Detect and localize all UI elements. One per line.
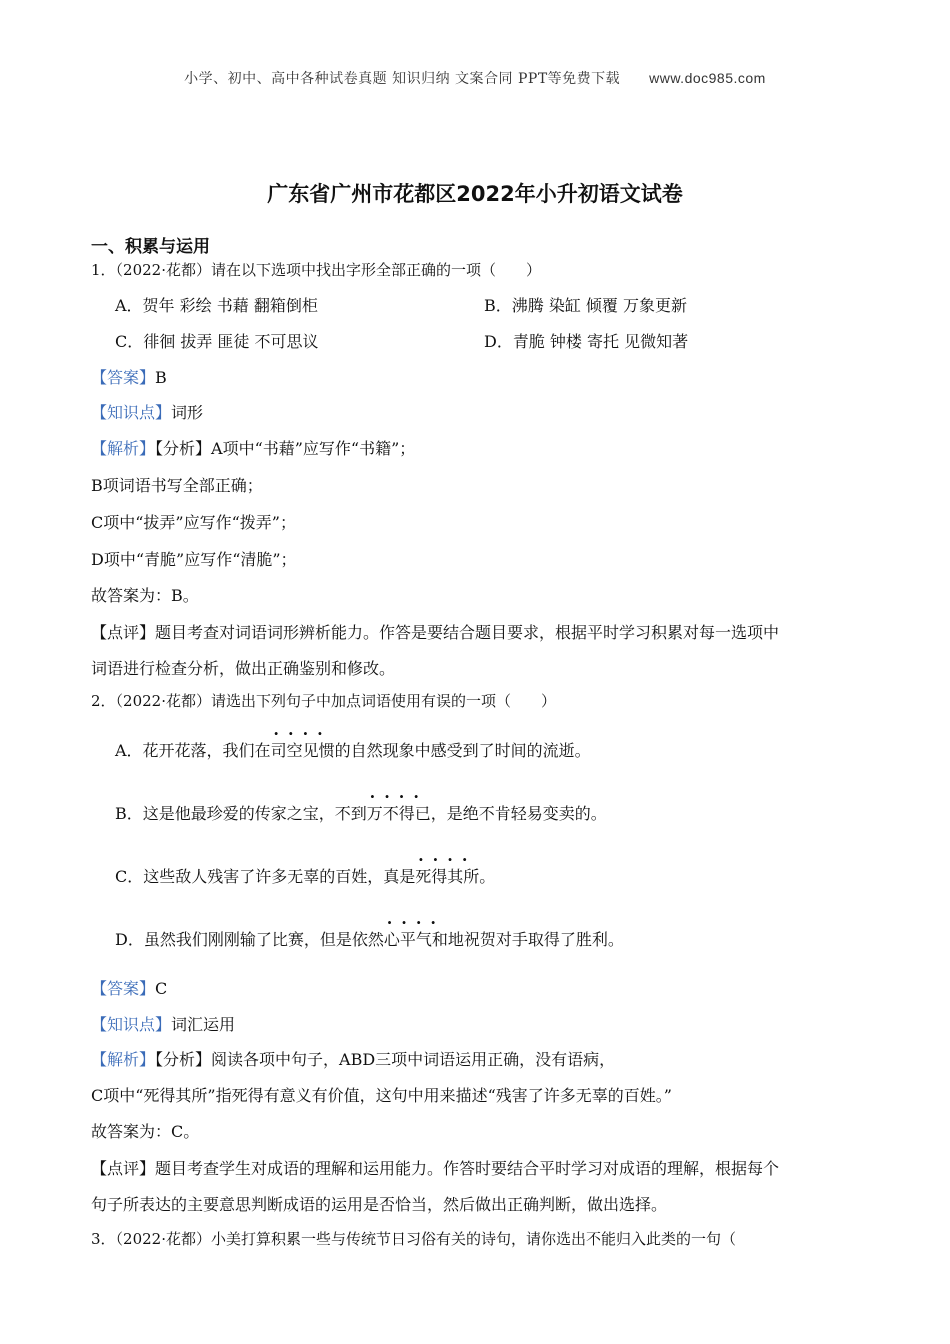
q2-stem: 2．（2022·花都）请选出下列句子中加点词语使用有误的一项（ ） <box>91 692 556 710</box>
knowledge-tag: 【知识点】 <box>91 403 172 422</box>
knowledge-value: 词汇运用 <box>171 1015 236 1034</box>
option-text: 的自然现象中感受到了时间的流逝。 <box>334 741 591 760</box>
q1-option-d: D．青脆 钟楼 寄托 见微知著 <box>484 332 689 351</box>
q2-comment: 【点评】题目考查学生对成语的理解和运用能力。作答时要结合平时学习对成语的理解，根据每个 <box>91 1159 780 1178</box>
q2-answer <box>91 976 167 999</box>
q1-analysis-line: B项词语书写全部正确； <box>91 476 263 495</box>
q1-option-a: A．贺年 彩绘 书藉 翻箱倒柜 <box>115 296 318 315</box>
option-text: A．花开花落，我们在 <box>115 741 271 760</box>
knowledge-tag: 【知识点】 <box>91 1015 172 1034</box>
q1-option-b: B．沸腾 染缸 倾覆 万象更新 <box>484 296 688 315</box>
q1-comment-cont: 词语进行检查分析，做出正确鉴别和修改。 <box>91 659 396 678</box>
analysis-tag: 【解析】 <box>91 439 156 458</box>
answer-tag: 【答案】 <box>91 979 156 998</box>
emphasis-dots: ···· 心平气和 <box>384 927 448 950</box>
header-site: www.doc985.com <box>649 70 766 86</box>
option-text: C．这些敌人残害了许多无辜的百姓，真是 <box>115 867 416 886</box>
q2-knowledge-point <box>91 1012 235 1035</box>
answer-value: B <box>155 368 167 387</box>
emphasis-dots: ···· 死得其所 <box>415 864 479 887</box>
option-text: D．虽然我们刚刚输了比赛，但是依然 <box>115 930 384 949</box>
option-text: ，是绝不肯轻易变卖的。 <box>430 804 607 823</box>
q3-stem: 3．（2022·花都）小美打算积累一些与传统节日习俗有关的诗句，请你选出不能归入此类的一句（ <box>91 1230 736 1248</box>
option-text: 地祝贺对手取得了胜利。 <box>447 930 624 949</box>
q1-analysis-line: C项中“拔弄”应写作“拨弄”； <box>91 513 296 532</box>
analysis-text: 【分析】阅读各项中句子，ABD三项中词语运用正确，没有语病， <box>155 1050 616 1069</box>
q1-analysis-line: D项中“青脆”应写作“清脆”； <box>91 550 297 569</box>
q1-comment: 【点评】题目考查对词语词形辨析能力。作答是要结合题目要求，根据平时学习积累对每一选项中 <box>91 623 780 642</box>
header-text: 小学、初中、高中各种试卷真题 知识归纳 文案合同 PPT等免费下载 <box>184 71 621 87</box>
q2-option-b <box>115 801 607 824</box>
emphasis-dots: ···· 司空见惯 <box>271 738 335 761</box>
q2-option-d <box>115 927 624 950</box>
section-heading: 一、积累与运用 <box>91 237 210 257</box>
analysis-text: 【分析】A项中“书藉”应写作“书籍”； <box>155 439 416 458</box>
page-header <box>0 68 950 88</box>
q2-analysis-line: 故答案为：C。 <box>91 1122 200 1141</box>
knowledge-value: 词形 <box>171 403 204 422</box>
q2-comment-cont: 句子所表达的主要意思判断成语的运用是否恰当，然后做出正确判断，做出选择。 <box>91 1195 668 1214</box>
answer-tag: 【答案】 <box>91 368 156 387</box>
q1-stem: 1．（2022·花都）请在以下选项中找出字形全部正确的一项（ ） <box>91 261 541 279</box>
option-text: B．这是他最珍爱的传家之宝，不到 <box>115 804 367 823</box>
answer-value: C <box>155 979 168 998</box>
q1-option-c: C．徘徊 拔弄 匪徒 不可思议 <box>115 332 319 351</box>
analysis-tag: 【解析】 <box>91 1050 156 1069</box>
q2-option-a <box>115 738 591 761</box>
emphasis-dots: ···· 万不得已 <box>367 801 431 824</box>
q1-answer <box>91 365 167 388</box>
q1-analysis <box>91 436 415 459</box>
q2-analysis <box>91 1047 615 1070</box>
q1-knowledge-point <box>91 400 203 423</box>
q2-analysis-line: C项中“死得其所”指死得有意义有价值，这句中用来描述“残害了许多无辜的百姓。” <box>91 1086 672 1105</box>
page-title: 广东省广州市花都区2022年小升初语文试卷 <box>267 182 683 206</box>
q2-option-c <box>115 864 495 887</box>
option-text: 。 <box>479 867 496 886</box>
q1-analysis-line: 故答案为：B。 <box>91 586 199 605</box>
